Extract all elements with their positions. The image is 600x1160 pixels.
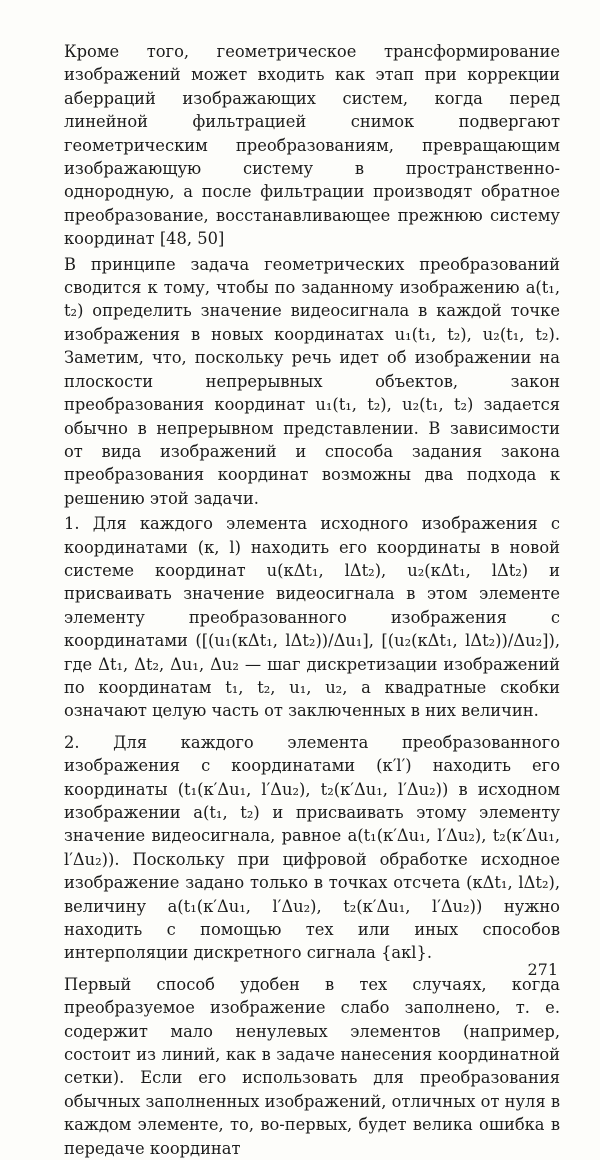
page-number: 271 <box>527 960 558 979</box>
paragraph-geometric-transform: Кроме того, геометрическое трансформирование изображений может входить как этап при коррекции аберраций изображающих систем, когда перед линейной фильтрацией снимок подвергают геометрическим преобразованиям, превращающим изображающую систему в пространственно-однородную, а после фильтрации производят обратное преобразование, восстанавливающее прежнюю систему координат [48, 50] <box>64 42 560 249</box>
paragraph-approach-two: 2. Для каждого элемента преобразованного изображения с координатами (к′l′) находить его координаты (t₁(к′Δu₁, l′Δu₂), t₂(к′Δu₁, l′Δu₂)) в исходном изображении a(t₁, t₂) и присваивать этому элементу значение видеосигнала, равное a(t₁(к′Δu₁, l′Δu₂), t₂(к′Δu₁, l′Δu₂)). Поскольку при цифровой обработке исходное изображение задано только в точках отсчета (кΔt₁, lΔt₂), величину a(t₁(к′Δu₁, l′Δu₂), t₂(к′Δu₁, l′Δu₂)) нужно находить с помощью тех или иных способов интерполяции дискретного сигнала {aкl}. <box>64 732 560 963</box>
paragraph-problem-statement: В принципе задача геометрических преобразований сводится к тому, чтобы по заданному изображению a(t₁, t₂) определить значение видеосигнала в каждой точке изображения в новых координатах u₁(t₁, t₂), u₂(t₁, t₂). Заметим, что, поскольку речь идет об изображении на плоскости непрерывных объектов, закон преобразования координат u₁(t₁, t₂), u₂(t₁, t₂) задается обычно в непрерывном представлении. В зависимости от вида изображений и способа задания закона преобразования координат возможны два подхода к решению этой задачи. <box>64 254 560 508</box>
paragraph-first-method: Первый способ удобен в тех случаях, когда преобразуемое изображение слабо заполнено, т. е. содержит мало ненулевых элементов (например, состоит из линий, как в задаче нанесения координатной сетки). Если его использовать для преобразования обычных заполненных изображений, отличных от нуля в каждом элементе, то, во-первых, будет велика ошибка в передаче координат <box>64 974 560 1158</box>
paragraph-approach-one: 1. Для каждого элемента исходного изображения с координатами (к, l) находить его координаты в новой системе координат u(кΔt₁, lΔt₂), u₂(кΔt₁, lΔt₂) и присваивать значение видеосигнала в этом элементе элементу преобразованного изображения с координатами ([(u₁(кΔt₁, lΔt₂))/Δu₁], [(u₂(кΔt₁, lΔt₂))/Δu₂]), где Δt₁, Δt₂, Δu₁, Δu₂ — шаг дискретизации изображений по координатам t₁, t₂, u₁, u₂, а квадратные скобки означают целую часть от заключенных в них величин. <box>64 514 560 721</box>
page-text <box>64 40 560 1160</box>
